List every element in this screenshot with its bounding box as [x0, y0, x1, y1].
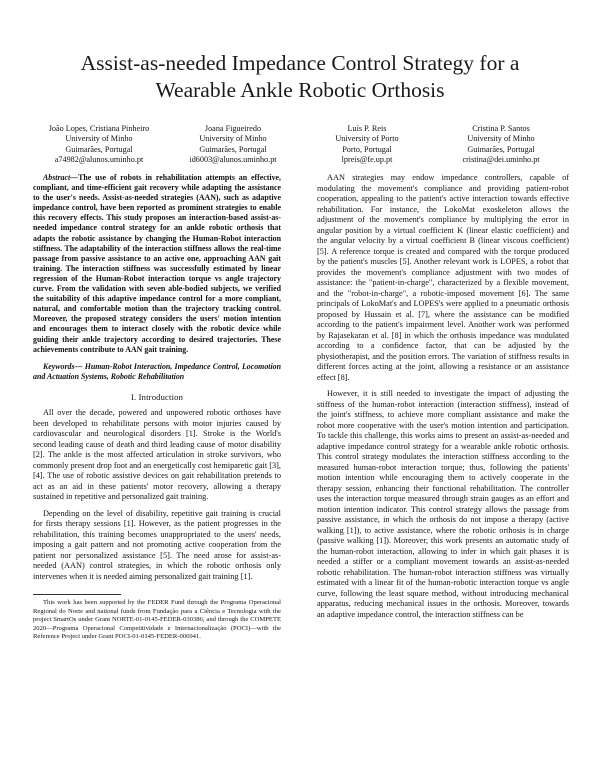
intro-paragraph-1: All over the decade, powered and unpowered robotic orthoses have been developed to rehabilitate persons with motor injuries caused by cardiovascular and neurological disorders [1]. Stroke is the World's second leading cause of death and third leading cause of motor disability [2]. The ankle is the most affected articulation in stroke survivors, who commonly present drop foot and an energetically cost hemiparetic gait [3], [4]. The use of robotic assistive devices on gait rehabilitation pretends to act as an aid in these patients' motor recovery, allowing a therapy sustained in repetitive and personalized gait training.	[33, 408, 281, 502]
paper-title	[40, 50, 560, 104]
title-line-2: Wearable Ankle Robotic Orthosis	[155, 78, 445, 102]
author-name: Luís P. Reis	[347, 124, 387, 133]
keywords: Keywords— Human-Robot Interaction, Impedance Control, Locomotion and Actuation Systems, Robotic Rehabilitation	[33, 361, 281, 381]
intro-paragraph-2: Depending on the level of disability, repetitive gait training is crucial for firsts therapy sessions [1]. However, as the patient progresses in the rehabilitation, this training becomes unappropriated to the users' needs, imposing a gait pattern and not promoting active cooperation from the patient nor personalized assistance [5]. The need arose for assist-as-needed (AAN) control strategies, in which the robotic orthosis only intervenes when it is needed aiming personalized gait training [1].	[33, 508, 281, 581]
funding-footnote: This work has been supported by the FEDER Fund through the Programa Operacional Regional do Norte and national funds from Fundação para a Ciência e Tecnologia with the project SmartOs under Grant NORTE-01-0145-FEDER-030386, and through the COMPETE 2020—Programa Operacional Competitividade e Internacionalização (POCI)—with the Reference Project under Grant POCI-01-0145-FEDER-006941.	[33, 599, 281, 640]
author-location: Guimarães, Portugal	[467, 144, 535, 154]
right-paragraph-2: However, it is still needed to investigate the impact of adjusting the stiffness of the human-robot interaction (interaction stiffness), instead of the joint's stiffness, to achieve more compliant assistance and make the robot more cooperative with the user's motion intention and participation. To tackle this challenge, this works aims to present an assist-as-needed and adaptive impedance control strategy for a wearable ankle robotic orthosis. This control strategy modulates the interaction stiffness according to the measured human-robot interaction torque; thus, following the patients' motion intention while encouraging them to actively cooperate in the therapy session, enhancing their functional rehabilitation. The controller uses the interaction torque measured through strain gauges as an effort and motion intention indicator. This control strategy allows the passage from passive assistance, in which the orthosis do not impose a therapy (active walking [1]), to active assistance, where the robotic orthosis is in charge (passive walking [1]). Moreover, this work presents an automatic study of the human-robot interaction, allowing to infer in which gait phases it is needed a stiffer or a compliant movement towards an assist-as-needed robotic rehabilitation. The human-robot interaction stiffness was virtually estimated with a linear fit of the human-robotic interaction torque vs angle curve, following the least square method, without introducing mechanical apparatus, reducing mechanical issues in the orthosis. Moreover, towards an adaptive impedance control, the interaction stiffness can be	[317, 389, 569, 619]
author-affiliation: University of Porto	[335, 134, 399, 144]
abstract-lead: Abstract—	[43, 173, 79, 182]
author-affiliation: University of Minho	[65, 134, 133, 144]
author-block	[33, 124, 567, 166]
author-email: lpreis@fe.up.pt	[341, 155, 393, 165]
right-paragraph-1: AAN strategies may endow impedance controllers, capable of modulating the movement's compliance and providing patient-robot cooperation, appealing to the patient's active interaction towards effective rehabilitation. For instance, the LokoMat exoskeleton allows the adjustment of the movement's compliance by multiplying the error in angular position by a virtual coefficient K (linear elastic coefficient) and the angular velocity by a virtual coefficient B (linear viscous coefficient) [5]. A reference torque is created and compared with the torque produced by the patient's muscles [5]. Another relevant work is LOPES, a robot that provides the movement's compliance adjustment with two modes of assistance: the "patient-in-charge", characterized by a flexible movement, and the "robot-in-charge", a robotic-imposed movement [6]. The same principals of LokoMat's and LOPES's were applied to a pneumatic orthosis proposed by Hussain et al. [7], where the assistance can be modified according to the patient's impairment level. Another work was performed by Rajasekaran et al. [8] in which the orthosis impedance was modulated according to a confidence factor, that can be adjusted by the physiotherapist, and the position errors. The variation of stiffness results in different forces acting at the joint, allowing a resistance or an assistance effect [8].	[317, 173, 569, 382]
author-affiliation: University of Minho	[467, 134, 535, 144]
author-name: Joana Figueiredo	[204, 124, 262, 133]
author-name: João Lopes, Cristiana Pinheiro	[48, 124, 150, 133]
footnote-divider	[33, 594, 121, 595]
author-email: cristina@dei.uminho.pt	[462, 155, 540, 165]
author-email: id6003@alunos.uminho.pt	[189, 155, 277, 165]
author-3	[301, 124, 433, 166]
author-location: Guimarães, Portugal	[199, 144, 267, 154]
author-location: Guimarães, Portugal	[65, 144, 133, 154]
left-column	[33, 173, 281, 641]
author-affiliation: University of Minho	[199, 134, 267, 144]
author-4	[435, 124, 567, 166]
author-1	[33, 124, 165, 166]
right-column	[317, 173, 569, 626]
abstract-text: The use of robots in rehabilitation attempts an effective, compliant, and time-efficient gait recovery while adapting the assistance to the user's needs. Assist-as-needed strategies (AAN), such as adaptive impedance control, have been reported as prominent strategies to enable this recovery effects. This study proposes an interaction-based assist-as-needed impedance control strategy for an ankle robotic orthosis that adapts the robotic assistance by changing the Human-Robot interaction stiffness. The adaptability of the interaction stiffness allows the real-time passage from passive assistance to an active one, approaching AAN gait training. The interaction stiffness was successfully estimated by linear regression of the Human-Robot interaction torque vs angle trajectory curve. From the validation with seven able-bodied subjects, we verified the suitability of this adaptive impedance control for a more compliant, natural, and comfortable motion than the trajectory tracking control. Moreover, the proposed strategy considers the users' motion intention and encourages them to interact closely with the robotic device while guiding their ankle trajectory according to desired trajectories. These achievements contribute to AAN gait training.	[33, 173, 281, 354]
title-line-1: Assist-as-needed Impedance Control Strategy for a	[80, 51, 520, 75]
author-email: a74982@alunos.uminho.pt	[54, 155, 144, 165]
section-heading-introduction: I. Introduction	[130, 391, 184, 402]
abstract	[33, 173, 281, 355]
author-name: Cristina P. Santos	[472, 124, 530, 133]
author-location: Porto, Portugal	[342, 144, 392, 154]
author-2	[167, 124, 299, 166]
